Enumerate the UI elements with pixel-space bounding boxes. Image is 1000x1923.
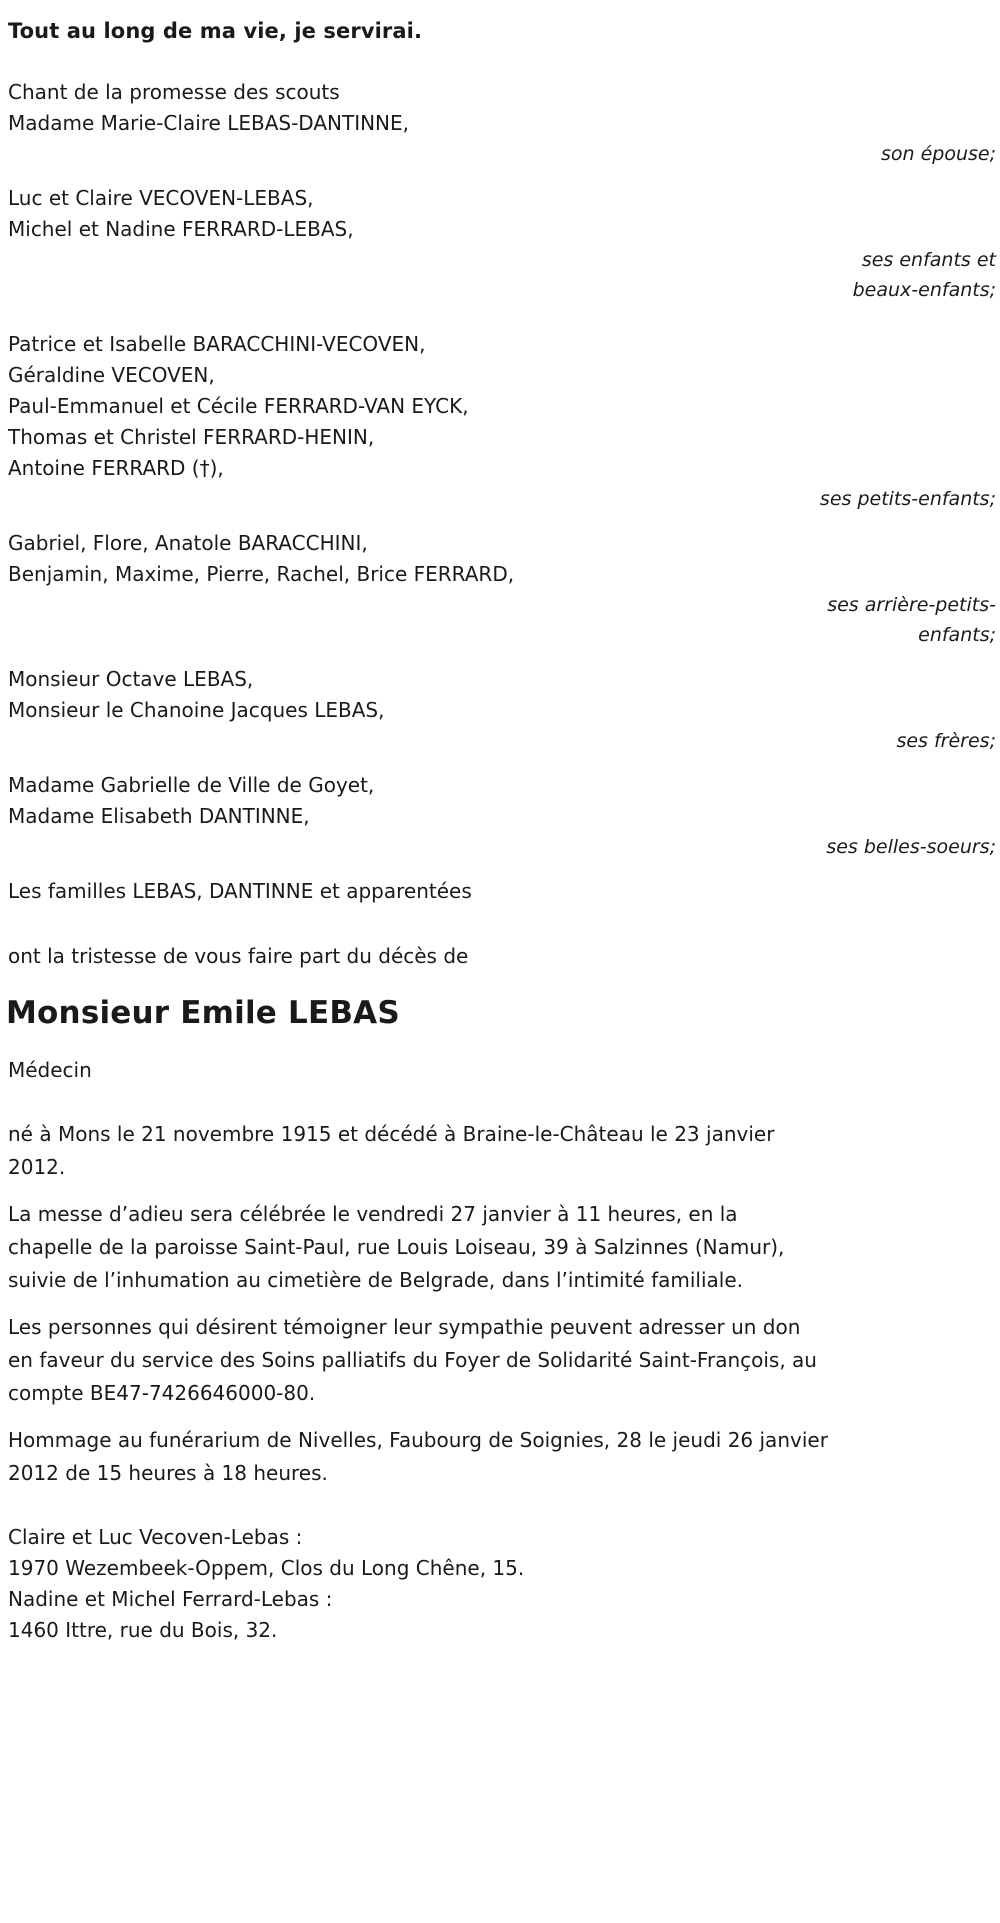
deceased-profession: Médecin bbox=[8, 1058, 92, 1083]
spacer bbox=[0, 307, 1000, 329]
family-name-line: Géraldine VECOVEN, bbox=[8, 363, 215, 388]
motto-source: Chant de la promesse des scouts bbox=[8, 80, 340, 105]
donation-paragraph: Les personnes qui désirent témoigner leur sympathie peuvent adresser un don en faveur du service des Soins palliatifs du Foyer de Solidarité Saint-François, au compte BE47-7426646000-80. bbox=[8, 1315, 817, 1406]
relationship-label-cont: beaux-enfants; bbox=[852, 279, 996, 302]
family-name-line: Gabriel, Flore, Anatole BARACCHINI, bbox=[8, 531, 368, 556]
spacer bbox=[0, 1490, 1000, 1522]
family-name-line: Luc et Claire VECOVEN-LEBAS, bbox=[8, 186, 314, 211]
relationship-label: ses frères; bbox=[896, 730, 996, 753]
family-name-line: Benjamin, Maxime, Pierre, Rachel, Brice FERRARD, bbox=[8, 562, 515, 587]
family-group-families bbox=[0, 876, 1000, 909]
family-names bbox=[0, 664, 1000, 726]
family-name-line: Antoine FERRARD (†), bbox=[8, 456, 224, 481]
hommage-paragraph: Hommage au funérarium de Nivelles, Faubourg de Soignies, 28 le jeudi 26 janvier 2012 de 15 heures à 18 heures. bbox=[8, 1428, 828, 1486]
family-names bbox=[0, 329, 1000, 484]
family-name-line: Thomas et Christel FERRARD-HENIN, bbox=[8, 425, 375, 450]
contact-line: 1970 Wezembeek-Oppem, Clos du Long Chêne, 15. bbox=[8, 1556, 525, 1581]
spacer bbox=[0, 652, 1000, 664]
family-name-line: Monsieur le Chanoine Jacques LEBAS, bbox=[8, 698, 385, 723]
family-group-sisters-in-law bbox=[0, 770, 1000, 864]
relationship-label: ses belles-soeurs; bbox=[826, 836, 996, 859]
contact-line: Nadine et Michel Ferrard-Lebas : bbox=[8, 1587, 333, 1612]
family-name-line: Madame Elisabeth DANTINNE, bbox=[8, 804, 310, 829]
spacer bbox=[0, 1086, 1000, 1118]
relationship-label: son épouse; bbox=[880, 143, 996, 166]
family-name-line: Paul-Emmanuel et Cécile FERRARD-VAN EYCK, bbox=[8, 394, 469, 419]
family-name-line: Patrice et Isabelle BARACCHINI-VECOVEN, bbox=[8, 332, 426, 357]
relationship-label: ses arrière-petits- bbox=[827, 594, 996, 617]
family-group-grandchildren bbox=[0, 329, 1000, 516]
family-group-brothers bbox=[0, 664, 1000, 758]
contact-addresses bbox=[0, 1522, 1000, 1646]
family-name-line: Michel et Nadine FERRARD-LEBAS, bbox=[8, 217, 354, 242]
announcement-text: ont la tristesse de vous faire part du décès de bbox=[8, 944, 469, 969]
funeral-mass-paragraph: La messe d’adieu sera célébrée le vendredi 27 janvier à 11 heures, en la chapelle de la paroisse Saint-Paul, rue Louis Loiseau, 39 à Salzinnes (Namur), suivie de l’inhumation au cimetière de Belgrade, dans l’intimité familiale. bbox=[8, 1202, 785, 1293]
spacer bbox=[0, 171, 1000, 183]
spacer bbox=[0, 516, 1000, 528]
relationship-label-cont: enfants; bbox=[918, 624, 996, 647]
family-names bbox=[0, 770, 1000, 832]
family-group-spouse bbox=[0, 108, 1000, 171]
family-name-line: Les familles LEBAS, DANTINNE et apparentées bbox=[8, 879, 472, 904]
spacer bbox=[0, 972, 1000, 994]
family-names bbox=[0, 108, 1000, 139]
deceased-name-heading: Monsieur Emile LEBAS bbox=[6, 995, 400, 1032]
family-group-children bbox=[0, 183, 1000, 307]
birth-death-paragraph: né à Mons le 21 novembre 1915 et décédé à Braine-le-Château le 23 janvier 2012. bbox=[8, 1122, 775, 1180]
family-name-line: Madame Marie-Claire LEBAS-DANTINNE, bbox=[8, 111, 410, 136]
spacer bbox=[0, 864, 1000, 876]
relationship-label: ses petits-enfants; bbox=[819, 488, 996, 511]
spacer bbox=[0, 45, 1000, 77]
family-names bbox=[0, 183, 1000, 245]
contact-line: Claire et Luc Vecoven-Lebas : bbox=[8, 1525, 303, 1550]
spacer bbox=[0, 1033, 1000, 1055]
motto-heading: Tout au long de ma vie, je servirai. bbox=[8, 19, 423, 43]
family-names bbox=[0, 528, 1000, 590]
family-name-line: Monsieur Octave LEBAS, bbox=[8, 667, 254, 692]
relationship-label: ses enfants et bbox=[861, 249, 996, 272]
contact-line: 1460 Ittre, rue du Bois, 32. bbox=[8, 1618, 278, 1643]
family-name-line: Madame Gabrielle de Ville de Goyet, bbox=[8, 773, 375, 798]
spacer bbox=[0, 758, 1000, 770]
family-group-great-grandchildren bbox=[0, 528, 1000, 652]
spacer bbox=[0, 909, 1000, 941]
